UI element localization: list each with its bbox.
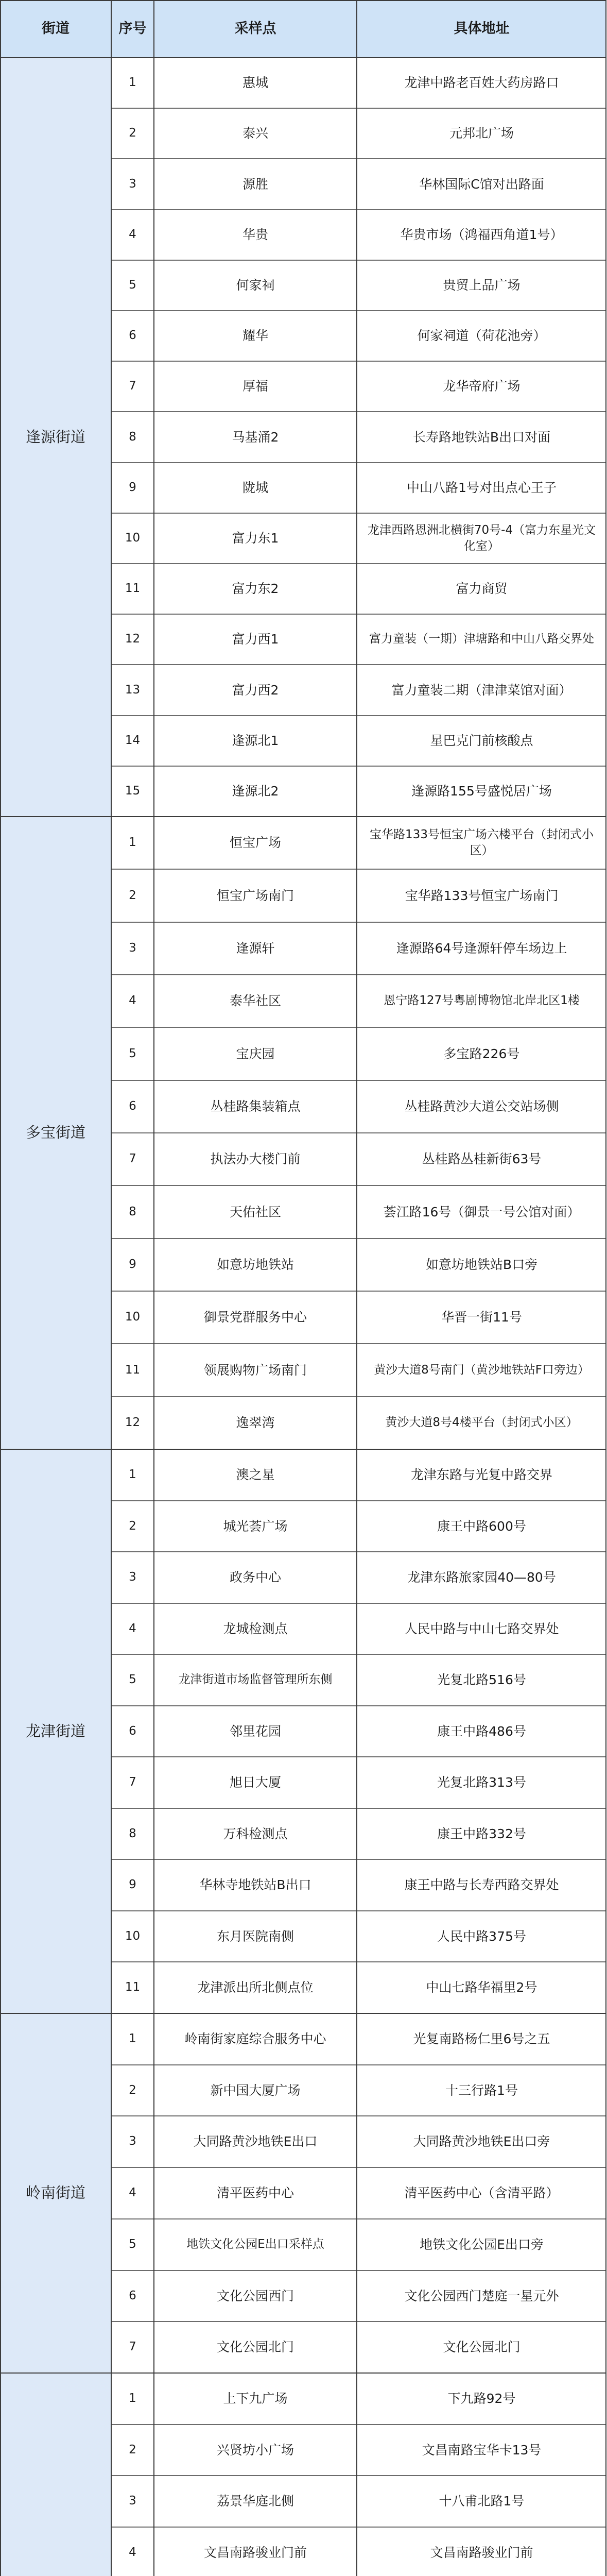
- sampling-point-address: 康王中路332号: [357, 1808, 606, 1859]
- sampling-point-address: 黄沙大道8号南门（黄沙地铁站F口旁边）: [357, 1344, 606, 1397]
- sampling-point-address: 十三行路1号: [357, 2065, 606, 2116]
- sampling-point-name: 陇城: [154, 463, 357, 513]
- sampling-point-name: 岭南街家庭综合服务中心: [154, 2013, 357, 2065]
- sampling-point-address: 丛桂路黄沙大道公交站场侧: [357, 1080, 606, 1133]
- row-number: 7: [111, 2321, 154, 2373]
- sampling-point-address: 光复南路杨仁里6号之五: [357, 2013, 606, 2065]
- sampling-point-address: 龙津东路与光复中路交界: [357, 1449, 606, 1501]
- row-number: 11: [111, 1344, 154, 1397]
- sampling-point-name: 华贵: [154, 210, 357, 260]
- sampling-point-name: 龙城检测点: [154, 1603, 357, 1654]
- district-cell: [0, 2373, 111, 2576]
- sampling-point-name: 耀华: [154, 311, 357, 361]
- row-number: 13: [111, 665, 154, 716]
- sampling-point-address: 贵贸上品广场: [357, 260, 606, 311]
- row-number: 3: [111, 1552, 154, 1603]
- sampling-point-address: 中山八路1号对出点心王子: [357, 463, 606, 513]
- sampling-point-name: 恒宝广场南门: [154, 869, 357, 922]
- row-number: 6: [111, 1080, 154, 1133]
- sampling-point-name: 大同路黄沙地铁E出口: [154, 2116, 357, 2167]
- sampling-point-address: 逢源路64号逢源轩停车场边上: [357, 922, 606, 975]
- sampling-point-address: 清平医药中心（含清平路）: [357, 2167, 606, 2219]
- sampling-point-address: 如意坊地铁站B口旁: [357, 1239, 606, 1291]
- sampling-point-address: 丛桂路丛桂新街63号: [357, 1133, 606, 1185]
- row-number: 10: [111, 1911, 154, 1962]
- sampling-point-address: 富力童装二期（津津菜馆对面）: [357, 665, 606, 716]
- row-number: 12: [111, 1397, 154, 1449]
- sampling-point-name: 逢源轩: [154, 922, 357, 975]
- row-number: 2: [111, 2425, 154, 2476]
- row-number: 12: [111, 614, 154, 665]
- sampling-point-address: 文化公园西门楚庭一星元外: [357, 2270, 606, 2321]
- sampling-point-address: 光复北路516号: [357, 1654, 606, 1706]
- sampling-point-name: 泰兴: [154, 108, 357, 159]
- sampling-point-name: 逢源北1: [154, 716, 357, 766]
- sampling-point-address: 富力商贸: [357, 564, 606, 614]
- row-number: 6: [111, 1706, 154, 1757]
- sampling-point-name: 宝庆园: [154, 1027, 357, 1080]
- row-number: 4: [111, 975, 154, 1027]
- sampling-point-address: 元邦北广场: [357, 108, 606, 159]
- sampling-point-address: 龙津东路旅家园40—80号: [357, 1552, 606, 1603]
- sampling-point-address: 龙华帝府广场: [357, 361, 606, 412]
- row-number: 2: [111, 108, 154, 159]
- row-number: 5: [111, 1654, 154, 1706]
- sampling-point-name: 文化公园北门: [154, 2321, 357, 2373]
- sampling-point-name: 执法办大楼门前: [154, 1133, 357, 1185]
- row-number: 6: [111, 311, 154, 361]
- sampling-point-address: 华林国际C馆对出路面: [357, 159, 606, 210]
- sampling-point-name: 富力东1: [154, 513, 357, 564]
- sampling-point-address: 下九路92号: [357, 2373, 606, 2425]
- sampling-point-address: 文昌南路宝华卡13号: [357, 2425, 606, 2476]
- sampling-point-name: 城光荟广场: [154, 1501, 357, 1552]
- header-address: 具体地址: [357, 0, 606, 58]
- district-cell: 龙津街道: [0, 1449, 111, 2013]
- sampling-point-address: 宝华路133号恒宝广场六楼平台（封闭式小区）: [357, 817, 606, 869]
- sampling-point-address: 龙津中路老百姓大药房路口: [357, 58, 606, 108]
- sampling-point-address: 十八甫北路1号: [357, 2476, 606, 2527]
- sampling-point-address: 大同路黄沙地铁E出口旁: [357, 2116, 606, 2167]
- row-number: 3: [111, 2476, 154, 2527]
- sampling-point-name: 政务中心: [154, 1552, 357, 1603]
- row-number: 4: [111, 2527, 154, 2576]
- sampling-point-name: 龙津街道市场监督管理所东侧: [154, 1654, 357, 1706]
- sampling-point-address: 逢源路155号盛悦居广场: [357, 766, 606, 817]
- sampling-point-address: 地铁文化公园E出口旁: [357, 2219, 606, 2270]
- sampling-point-name: 马基涌2: [154, 412, 357, 463]
- sampling-point-name: 文化公园西门: [154, 2270, 357, 2321]
- sampling-point-name: 逢源北2: [154, 766, 357, 817]
- sampling-point-address: 何家祠道（荷花池旁）: [357, 311, 606, 361]
- sampling-point-name: 厚福: [154, 361, 357, 412]
- row-number: 1: [111, 817, 154, 869]
- header-number: 序号: [111, 0, 154, 58]
- row-number: 15: [111, 766, 154, 817]
- sampling-point-name: 龙津派出所北侧点位: [154, 1962, 357, 2013]
- sampling-point-name: 何家祠: [154, 260, 357, 311]
- district-cell: 多宝街道: [0, 817, 111, 1449]
- sampling-point-name: 御景党群服务中心: [154, 1291, 357, 1344]
- sampling-point-name: 旭日大厦: [154, 1757, 357, 1808]
- row-number: 8: [111, 412, 154, 463]
- sampling-point-name: 地铁文化公园E出口采样点: [154, 2219, 357, 2270]
- row-number: 1: [111, 58, 154, 108]
- row-number: 5: [111, 1027, 154, 1080]
- row-number: 5: [111, 2219, 154, 2270]
- sampling-point-name: 恒宝广场: [154, 817, 357, 869]
- sampling-point-address: 人民中路375号: [357, 1911, 606, 1962]
- sampling-point-address: 华贵市场（鸿福西角道1号）: [357, 210, 606, 260]
- sampling-point-address: 荟江路16号（御景一号公馆对面）: [357, 1185, 606, 1239]
- row-number: 8: [111, 1185, 154, 1239]
- sampling-point-name: 源胜: [154, 159, 357, 210]
- row-number: 9: [111, 463, 154, 513]
- row-number: 9: [111, 1859, 154, 1911]
- district-cell: 逢源街道: [0, 58, 111, 817]
- sampling-point-address: 康王中路与长寿西路交界处: [357, 1859, 606, 1911]
- row-number: 10: [111, 1291, 154, 1344]
- sampling-point-name: 富力东2: [154, 564, 357, 614]
- sampling-point-address: 宝华路133号恒宝广场南门: [357, 869, 606, 922]
- row-number: 2: [111, 1501, 154, 1552]
- sampling-point-address: 康王中路486号: [357, 1706, 606, 1757]
- row-number: 4: [111, 210, 154, 260]
- sampling-point-name: 天佑社区: [154, 1185, 357, 1239]
- row-number: 1: [111, 1449, 154, 1501]
- row-number: 9: [111, 1239, 154, 1291]
- sampling-point-address: 华晋一街11号: [357, 1291, 606, 1344]
- sampling-point-name: 文昌南路骏业门前: [154, 2527, 357, 2576]
- sampling-point-address: 黄沙大道8号4楼平台（封闭式小区）: [357, 1397, 606, 1449]
- sampling-point-name: 惠城: [154, 58, 357, 108]
- row-number: 4: [111, 2167, 154, 2219]
- header-district: 街道: [0, 0, 111, 58]
- row-number: 7: [111, 1133, 154, 1185]
- sampling-point-address: 康王中路600号: [357, 1501, 606, 1552]
- sampling-point-address: 人民中路与中山七路交界处: [357, 1603, 606, 1654]
- row-number: 11: [111, 564, 154, 614]
- row-number: 3: [111, 922, 154, 975]
- row-number: 3: [111, 2116, 154, 2167]
- sampling-point-name: 邻里花园: [154, 1706, 357, 1757]
- row-number: 7: [111, 361, 154, 412]
- header-sampling-point: 采样点: [154, 0, 357, 58]
- sampling-point-address: 星巴克门前核酸点: [357, 716, 606, 766]
- sampling-point-name: 东月医院南侧: [154, 1911, 357, 1962]
- sampling-point-address: 多宝路226号: [357, 1027, 606, 1080]
- sampling-point-address: 光复北路313号: [357, 1757, 606, 1808]
- row-number: 5: [111, 260, 154, 311]
- sampling-point-address: 长寿路地铁站B出口对面: [357, 412, 606, 463]
- sampling-point-name: 万科检测点: [154, 1808, 357, 1859]
- sampling-point-name: 上下九广场: [154, 2373, 357, 2425]
- row-number: 7: [111, 1757, 154, 1808]
- sampling-point-name: 新中国大厦广场: [154, 2065, 357, 2116]
- row-number: 10: [111, 513, 154, 564]
- sampling-point-address: 富力童装（一期）津塘路和中山八路交界处: [357, 614, 606, 665]
- sampling-point-name: 逸翠湾: [154, 1397, 357, 1449]
- sampling-point-name: 兴贤坊小广场: [154, 2425, 357, 2476]
- row-number: 4: [111, 1603, 154, 1654]
- sampling-point-name: 泰华社区: [154, 975, 357, 1027]
- row-number: 8: [111, 1808, 154, 1859]
- sampling-point-address: 龙津西路恩洲北横街70号-4（富力东星光文化室）: [357, 513, 606, 564]
- row-number: 2: [111, 2065, 154, 2116]
- sampling-point-name: 荔景华庭北侧: [154, 2476, 357, 2527]
- row-number: 6: [111, 2270, 154, 2321]
- row-number: 11: [111, 1962, 154, 2013]
- row-number: 1: [111, 2013, 154, 2065]
- sampling-point-name: 领展购物广场南门: [154, 1344, 357, 1397]
- row-number: 1: [111, 2373, 154, 2425]
- sampling-point-name: 华林寺地铁站B出口: [154, 1859, 357, 1911]
- sampling-point-name: 富力西1: [154, 614, 357, 665]
- sampling-point-name: 富力西2: [154, 665, 357, 716]
- sampling-point-name: 丛桂路集装箱点: [154, 1080, 357, 1133]
- sampling-point-address: 中山七路华福里2号: [357, 1962, 606, 2013]
- sampling-point-address: 恩宁路127号粤剧博物馆北岸北区1楼: [357, 975, 606, 1027]
- sampling-point-name: 清平医药中心: [154, 2167, 357, 2219]
- row-number: 14: [111, 716, 154, 766]
- sampling-point-address: 文昌南路骏业门前: [357, 2527, 606, 2576]
- sampling-point-name: 澳之星: [154, 1449, 357, 1501]
- row-number: 2: [111, 869, 154, 922]
- district-cell: 岭南街道: [0, 2013, 111, 2373]
- sampling-point-address: 文化公园北门: [357, 2321, 606, 2373]
- row-number: 3: [111, 159, 154, 210]
- sampling-point-name: 如意坊地铁站: [154, 1239, 357, 1291]
